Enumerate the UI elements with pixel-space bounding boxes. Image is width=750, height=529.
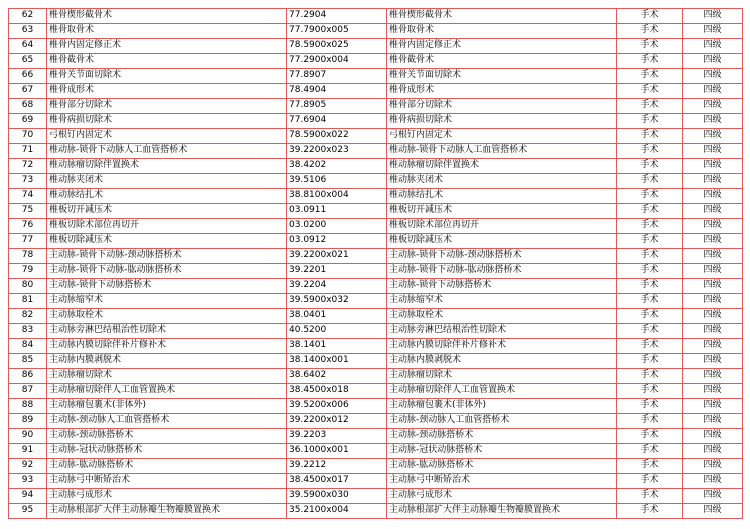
procedure-code-cell: 77.2900x004 [287, 54, 387, 69]
table-row [9, 474, 743, 489]
procedure-level-cell: 四级 [683, 309, 743, 324]
procedure-level-cell: 四级 [683, 24, 743, 39]
procedure-type-cell: 手术 [617, 459, 683, 474]
procedure-name-cell: 主动脉-肱动脉搭桥术 [47, 459, 287, 474]
procedure-alias-cell: 椎骨楔形截骨术 [387, 9, 617, 24]
procedure-name-cell: 主动脉内膜剥脱术 [47, 354, 287, 369]
procedure-name-cell: 椎骨截骨术 [47, 54, 287, 69]
procedure-level-cell: 四级 [683, 69, 743, 84]
row-index-cell: 74 [9, 189, 47, 204]
procedure-alias-cell: 椎骨内固定修正术 [387, 39, 617, 54]
procedure-type-cell: 手术 [617, 114, 683, 129]
procedure-level-cell: 四级 [683, 159, 743, 174]
row-index-cell: 87 [9, 384, 47, 399]
row-index-cell: 68 [9, 99, 47, 114]
row-index-cell: 62 [9, 9, 47, 24]
table-row [9, 504, 743, 519]
table-row [9, 429, 743, 444]
procedure-type-cell: 手术 [617, 279, 683, 294]
row-index-cell: 83 [9, 324, 47, 339]
procedure-level-cell: 四级 [683, 414, 743, 429]
procedure-name-cell: 主动脉-锁骨下动脉-肱动脉搭桥术 [47, 264, 287, 279]
table-row [9, 174, 743, 189]
row-index-cell: 78 [9, 249, 47, 264]
procedure-alias-cell: 主动脉-锁骨下动脉-肱动脉搭桥术 [387, 264, 617, 279]
procedure-code-cell: 39.2203 [287, 429, 387, 444]
procedure-type-cell: 手术 [617, 414, 683, 429]
procedure-type-cell: 手术 [617, 204, 683, 219]
procedure-level-cell: 四级 [683, 174, 743, 189]
procedure-type-cell: 手术 [617, 99, 683, 114]
procedure-type-cell: 手术 [617, 144, 683, 159]
procedure-code-cell: 77.8907 [287, 69, 387, 84]
procedure-alias-cell: 主动脉瘤切除伴人工血管置换术 [387, 384, 617, 399]
procedure-level-cell: 四级 [683, 474, 743, 489]
procedure-code-cell: 03.0200 [287, 219, 387, 234]
procedure-alias-cell: 主动脉-锁骨下动脉-颈动脉搭桥术 [387, 249, 617, 264]
procedure-alias-cell: 主动脉-颈动脉人工血管搭桥术 [387, 414, 617, 429]
procedure-alias-cell: 椎动脉夹闭术 [387, 174, 617, 189]
table-row [9, 9, 743, 24]
procedure-alias-cell: 椎板切除术部位再切开 [387, 219, 617, 234]
table-row [9, 324, 743, 339]
procedure-level-cell: 四级 [683, 204, 743, 219]
procedure-level-cell: 四级 [683, 54, 743, 69]
procedure-alias-cell: 主动脉根部扩大伴主动脉瓣生物瓣膜置换术 [387, 504, 617, 519]
procedure-name-cell: 主动脉-颈动脉搭桥术 [47, 429, 287, 444]
procedure-type-cell: 手术 [617, 399, 683, 414]
procedure-code-cell: 77.8905 [287, 99, 387, 114]
procedure-alias-cell: 椎骨成形术 [387, 84, 617, 99]
procedure-level-cell: 四级 [683, 84, 743, 99]
table-row [9, 24, 743, 39]
row-index-cell: 64 [9, 39, 47, 54]
procedure-code-cell: 39.2212 [287, 459, 387, 474]
procedure-level-cell: 四级 [683, 39, 743, 54]
table-row [9, 84, 743, 99]
procedure-code-cell: 38.4500x017 [287, 474, 387, 489]
procedure-level-cell: 四级 [683, 99, 743, 114]
table-row [9, 309, 743, 324]
table-row [9, 234, 743, 249]
procedure-alias-cell: 主动脉弓中断矫治术 [387, 474, 617, 489]
procedure-alias-cell: 主动脉瘤包裹术(非体外) [387, 399, 617, 414]
procedure-alias-cell: 椎动脉瘤切除伴置换术 [387, 159, 617, 174]
procedure-name-cell: 椎骨内固定修正术 [47, 39, 287, 54]
row-index-cell: 65 [9, 54, 47, 69]
procedure-code-cell: 38.4500x018 [287, 384, 387, 399]
procedure-name-cell: 主动脉缩窄术 [47, 294, 287, 309]
procedure-name-cell: 椎板切除减压术 [47, 234, 287, 249]
procedure-type-cell: 手术 [617, 234, 683, 249]
procedure-type-cell: 手术 [617, 9, 683, 24]
row-index-cell: 93 [9, 474, 47, 489]
row-index-cell: 90 [9, 429, 47, 444]
procedure-name-cell: 椎动脉瘤切除伴置换术 [47, 159, 287, 174]
table-row [9, 489, 743, 504]
table-row [9, 354, 743, 369]
procedure-level-cell: 四级 [683, 369, 743, 384]
procedure-type-cell: 手术 [617, 24, 683, 39]
procedure-code-cell: 39.2200x023 [287, 144, 387, 159]
procedure-level-cell: 四级 [683, 189, 743, 204]
table-row [9, 114, 743, 129]
procedure-name-cell: 主动脉-颈动脉人工血管搭桥术 [47, 414, 287, 429]
procedure-code-cell: 39.2200x021 [287, 249, 387, 264]
procedure-code-cell: 40.5200 [287, 324, 387, 339]
procedure-type-cell: 手术 [617, 369, 683, 384]
row-index-cell: 75 [9, 204, 47, 219]
procedure-type-cell: 手术 [617, 219, 683, 234]
row-index-cell: 92 [9, 459, 47, 474]
row-index-cell: 81 [9, 294, 47, 309]
procedure-alias-cell: 椎骨部分切除术 [387, 99, 617, 114]
procedure-name-cell: 主动脉瘤包裹术(非体外) [47, 399, 287, 414]
row-index-cell: 84 [9, 339, 47, 354]
procedure-name-cell: 椎动脉-锁骨下动脉人工血管搭桥术 [47, 144, 287, 159]
procedure-alias-cell: 椎动脉-锁骨下动脉人工血管搭桥术 [387, 144, 617, 159]
table-row [9, 369, 743, 384]
procedure-name-cell: 主动脉-锁骨下动脉搭桥术 [47, 279, 287, 294]
procedure-name-cell: 椎动脉夹闭术 [47, 174, 287, 189]
procedure-type-cell: 手术 [617, 444, 683, 459]
procedure-alias-cell: 弓根钉内固定术 [387, 129, 617, 144]
procedure-level-cell: 四级 [683, 354, 743, 369]
procedure-code-cell: 03.0912 [287, 234, 387, 249]
procedure-level-cell: 四级 [683, 114, 743, 129]
table-row [9, 414, 743, 429]
procedure-code-cell: 35.2100x004 [287, 504, 387, 519]
row-index-cell: 76 [9, 219, 47, 234]
table-row [9, 99, 743, 114]
table-row [9, 189, 743, 204]
row-index-cell: 73 [9, 174, 47, 189]
procedure-level-cell: 四级 [683, 459, 743, 474]
row-index-cell: 63 [9, 24, 47, 39]
row-index-cell: 95 [9, 504, 47, 519]
table-row [9, 279, 743, 294]
row-index-cell: 88 [9, 399, 47, 414]
procedure-type-cell: 手术 [617, 309, 683, 324]
procedure-table [8, 8, 743, 519]
row-index-cell: 91 [9, 444, 47, 459]
procedure-code-cell: 38.1401 [287, 339, 387, 354]
procedure-type-cell: 手术 [617, 129, 683, 144]
procedure-code-cell: 78.5900x022 [287, 129, 387, 144]
procedure-alias-cell: 主动脉-锁骨下动脉搭桥术 [387, 279, 617, 294]
procedure-type-cell: 手术 [617, 474, 683, 489]
table-row [9, 249, 743, 264]
procedure-type-cell: 手术 [617, 84, 683, 99]
procedure-alias-cell: 椎板切除减压术 [387, 234, 617, 249]
row-index-cell: 72 [9, 159, 47, 174]
procedure-type-cell: 手术 [617, 489, 683, 504]
table-row [9, 264, 743, 279]
row-index-cell: 85 [9, 354, 47, 369]
table-row [9, 54, 743, 69]
procedure-code-cell: 77.6904 [287, 114, 387, 129]
procedure-level-cell: 四级 [683, 129, 743, 144]
procedure-name-cell: 椎骨取骨术 [47, 24, 287, 39]
procedure-code-cell: 78.5900x025 [287, 39, 387, 54]
procedure-type-cell: 手术 [617, 324, 683, 339]
table-row [9, 459, 743, 474]
row-index-cell: 67 [9, 84, 47, 99]
procedure-code-cell: 38.6402 [287, 369, 387, 384]
row-index-cell: 70 [9, 129, 47, 144]
procedure-type-cell: 手术 [617, 429, 683, 444]
procedure-alias-cell: 椎骨取骨术 [387, 24, 617, 39]
row-index-cell: 77 [9, 234, 47, 249]
table-row [9, 219, 743, 234]
procedure-type-cell: 手术 [617, 249, 683, 264]
procedure-level-cell: 四级 [683, 264, 743, 279]
procedure-alias-cell: 椎骨截骨术 [387, 54, 617, 69]
procedure-type-cell: 手术 [617, 384, 683, 399]
table-row [9, 384, 743, 399]
procedure-code-cell: 77.7900x005 [287, 24, 387, 39]
procedure-level-cell: 四级 [683, 219, 743, 234]
procedure-code-cell: 77.2904 [287, 9, 387, 24]
procedure-alias-cell: 主动脉内膜切除伴补片修补术 [387, 339, 617, 354]
procedure-name-cell: 弓根钉内固定术 [47, 129, 287, 144]
procedure-name-cell: 主动脉内膜切除伴补片修补术 [47, 339, 287, 354]
procedure-code-cell: 39.5900x030 [287, 489, 387, 504]
procedure-code-cell: 78.4904 [287, 84, 387, 99]
procedure-type-cell: 手术 [617, 354, 683, 369]
procedure-type-cell: 手术 [617, 504, 683, 519]
procedure-level-cell: 四级 [683, 429, 743, 444]
procedure-level-cell: 四级 [683, 444, 743, 459]
procedure-code-cell: 39.5900x032 [287, 294, 387, 309]
procedure-alias-cell: 主动脉旁淋巴结根治性切除术 [387, 324, 617, 339]
procedure-name-cell: 椎动脉结扎术 [47, 189, 287, 204]
procedure-level-cell: 四级 [683, 249, 743, 264]
procedure-alias-cell: 椎动脉结扎术 [387, 189, 617, 204]
procedure-type-cell: 手术 [617, 69, 683, 84]
procedure-level-cell: 四级 [683, 399, 743, 414]
procedure-name-cell: 椎骨病损切除术 [47, 114, 287, 129]
procedure-type-cell: 手术 [617, 54, 683, 69]
table-row [9, 144, 743, 159]
table-row [9, 69, 743, 84]
procedure-type-cell: 手术 [617, 294, 683, 309]
procedure-code-cell: 39.2204 [287, 279, 387, 294]
procedure-alias-cell: 椎骨关节面切除术 [387, 69, 617, 84]
procedure-code-cell: 39.5106 [287, 174, 387, 189]
procedure-code-cell: 38.4202 [287, 159, 387, 174]
procedure-code-cell: 03.0911 [287, 204, 387, 219]
procedure-alias-cell: 主动脉瘤切除术 [387, 369, 617, 384]
procedure-name-cell: 主动脉-冠状动脉搭桥术 [47, 444, 287, 459]
procedure-name-cell: 椎板切除术部位再切开 [47, 219, 287, 234]
procedure-type-cell: 手术 [617, 174, 683, 189]
procedure-type-cell: 手术 [617, 189, 683, 204]
row-index-cell: 71 [9, 144, 47, 159]
procedure-code-cell: 39.2201 [287, 264, 387, 279]
procedure-alias-cell: 主动脉内膜剥脱术 [387, 354, 617, 369]
procedure-alias-cell: 主动脉取栓术 [387, 309, 617, 324]
procedure-level-cell: 四级 [683, 324, 743, 339]
table-row [9, 399, 743, 414]
procedure-name-cell: 主动脉弓成形术 [47, 489, 287, 504]
row-index-cell: 89 [9, 414, 47, 429]
procedure-level-cell: 四级 [683, 384, 743, 399]
row-index-cell: 66 [9, 69, 47, 84]
row-index-cell: 86 [9, 369, 47, 384]
procedure-name-cell: 主动脉弓中断矫治术 [47, 474, 287, 489]
row-index-cell: 69 [9, 114, 47, 129]
procedure-level-cell: 四级 [683, 234, 743, 249]
procedure-level-cell: 四级 [683, 339, 743, 354]
procedure-name-cell: 椎骨关节面切除术 [47, 69, 287, 84]
procedure-alias-cell: 主动脉-肱动脉搭桥术 [387, 459, 617, 474]
table-row [9, 339, 743, 354]
procedure-alias-cell: 主动脉-冠状动脉搭桥术 [387, 444, 617, 459]
procedure-alias-cell: 椎骨病损切除术 [387, 114, 617, 129]
procedure-name-cell: 椎板切开减压术 [47, 204, 287, 219]
procedure-code-cell: 38.8100x004 [287, 189, 387, 204]
procedure-name-cell: 椎骨部分切除术 [47, 99, 287, 114]
procedure-code-cell: 38.1400x001 [287, 354, 387, 369]
row-index-cell: 80 [9, 279, 47, 294]
procedure-name-cell: 主动脉瘤切除伴人工血管置换术 [47, 384, 287, 399]
procedure-name-cell: 椎骨楔形截骨术 [47, 9, 287, 24]
procedure-alias-cell: 主动脉-颈动脉搭桥术 [387, 429, 617, 444]
procedure-name-cell: 主动脉旁淋巴结根治性切除术 [47, 324, 287, 339]
table-row [9, 129, 743, 144]
row-index-cell: 94 [9, 489, 47, 504]
table-row [9, 159, 743, 174]
row-index-cell: 79 [9, 264, 47, 279]
table-row [9, 444, 743, 459]
table-row [9, 294, 743, 309]
procedure-name-cell: 主动脉瘤切除术 [47, 369, 287, 384]
table-row [9, 204, 743, 219]
table-row [9, 39, 743, 54]
procedure-level-cell: 四级 [683, 144, 743, 159]
procedure-type-cell: 手术 [617, 39, 683, 54]
procedure-name-cell: 椎骨成形术 [47, 84, 287, 99]
procedure-name-cell: 主动脉取栓术 [47, 309, 287, 324]
procedure-alias-cell: 主动脉弓成形术 [387, 489, 617, 504]
procedure-level-cell: 四级 [683, 279, 743, 294]
table-body [9, 9, 743, 519]
procedure-code-cell: 36.1000x001 [287, 444, 387, 459]
procedure-type-cell: 手术 [617, 264, 683, 279]
procedure-code-cell: 38.0401 [287, 309, 387, 324]
procedure-code-cell: 39.2200x012 [287, 414, 387, 429]
procedure-level-cell: 四级 [683, 294, 743, 309]
procedure-name-cell: 主动脉根部扩大伴主动脉瓣生物瓣膜置换术 [47, 504, 287, 519]
procedure-level-cell: 四级 [683, 9, 743, 24]
procedure-alias-cell: 主动脉缩窄术 [387, 294, 617, 309]
procedure-level-cell: 四级 [683, 489, 743, 504]
procedure-level-cell: 四级 [683, 504, 743, 519]
procedure-type-cell: 手术 [617, 159, 683, 174]
row-index-cell: 82 [9, 309, 47, 324]
procedure-alias-cell: 椎板切开减压术 [387, 204, 617, 219]
procedure-type-cell: 手术 [617, 339, 683, 354]
procedure-name-cell: 主动脉-锁骨下动脉-颈动脉搭桥术 [47, 249, 287, 264]
procedure-code-cell: 39.5200x006 [287, 399, 387, 414]
